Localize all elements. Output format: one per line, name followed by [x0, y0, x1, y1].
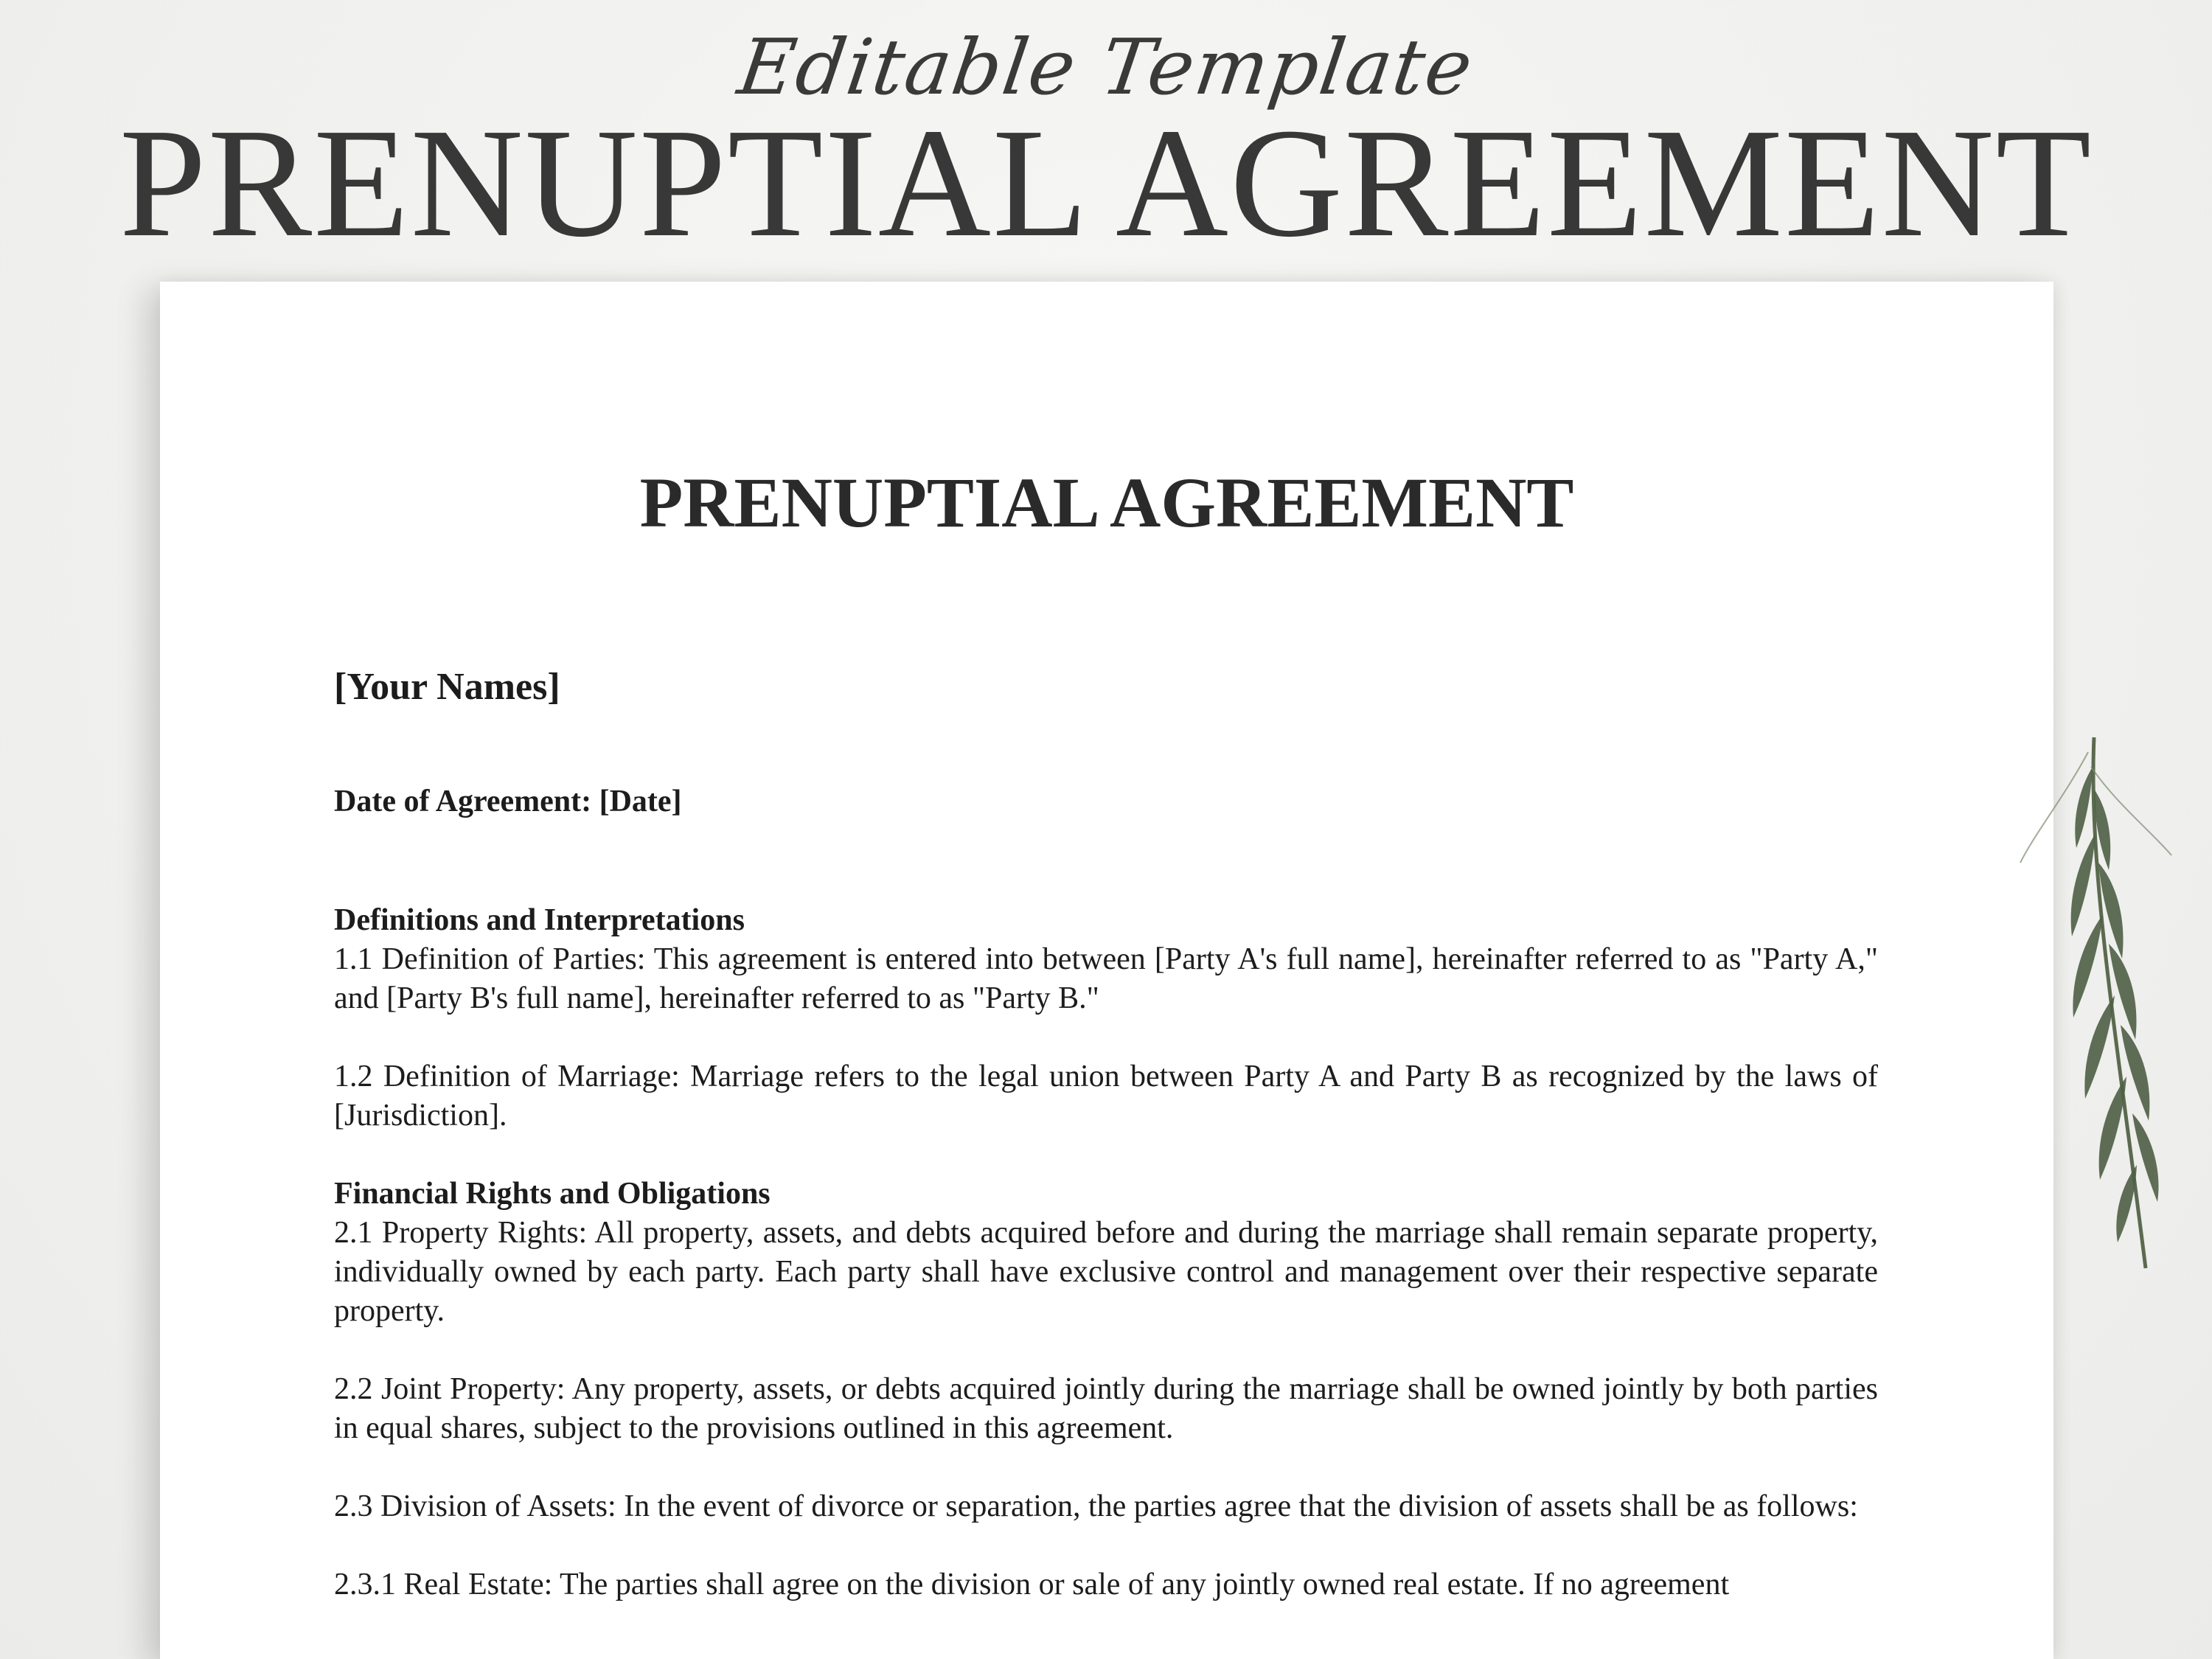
- clause-2-3: 2.3 Division of Assets: In the event of divorce or separation, the parties agree that the division of assets shall be as follows:: [334, 1489, 1858, 1523]
- document-title: PRENUPTIAL AGREEMENT: [639, 463, 1574, 542]
- section-financial: [334, 1175, 1878, 1604]
- section-definitions: [334, 901, 1878, 1135]
- section-heading: Financial Rights and Obligations: [334, 1177, 771, 1211]
- banner-title: PRENUPTIAL AGREEMENT: [119, 96, 2093, 269]
- clause-2-3-1: 2.3.1 Real Estate: The parties shall agree on the division or sale of any jointly owned real estate. If no agreement: [334, 1568, 1730, 1601]
- document-page: [160, 282, 2053, 1659]
- clause-2-1: 2.1 Property Rights: All property, assets, and debts acquired before and during the marriage shall remain separate property, individually owned by each party. Each party shall have exclusive control and management over their respective separate property.: [334, 1216, 1878, 1328]
- clause-1-2: 1.2 Definition of Marriage: Marriage refers to the legal union between Party A and Party B as recognized by the laws of [Jurisdiction].: [334, 1060, 1878, 1133]
- banner-script-label: Editable Template: [733, 22, 1479, 112]
- rosemary-sprig-icon: [2006, 723, 2183, 1283]
- agreement-date: Date of Agreement: [Date]: [334, 785, 682, 818]
- clause-1-1: 1.1 Definition of Parties: This agreement is entered into between [Party A's full name], hereinafter referred to as "Party A," and [Party B's full name], hereinafter referred to as "Party B.": [334, 942, 1878, 1015]
- document-body: [334, 665, 1878, 1604]
- clause-2-2: 2.2 Joint Property: Any property, assets, or debts acquired jointly during the marriage shall be owned jointly by both parties in equal shares, subject to the provisions outlined in this agreement.: [334, 1372, 1878, 1445]
- section-heading: Definitions and Interpretations: [334, 903, 745, 937]
- party-names: [Your Names]: [334, 666, 560, 708]
